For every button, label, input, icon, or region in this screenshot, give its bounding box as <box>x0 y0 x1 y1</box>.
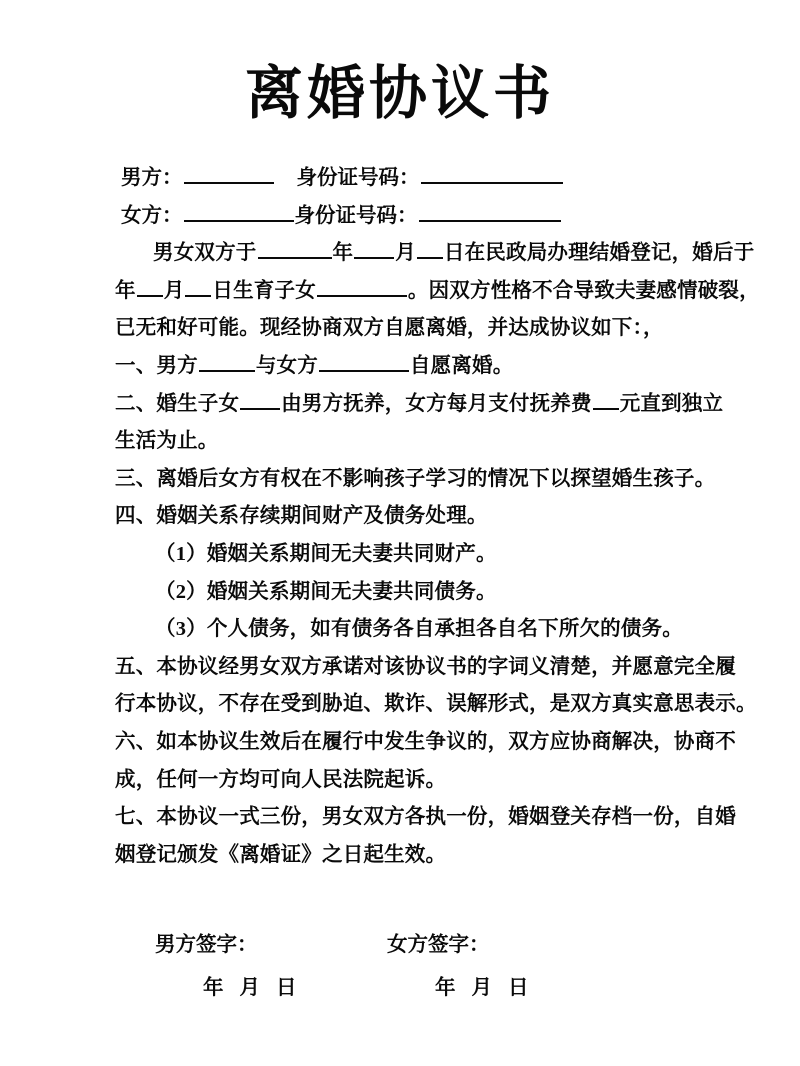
clause-1-male-blank[interactable] <box>199 349 255 372</box>
clause-3: 三、离婚后女方有权在不影响孩子学习的情况下以探望婚生孩子。 <box>115 467 716 490</box>
male-party-label: 男方： <box>121 167 183 189</box>
female-date-month: 月 <box>471 977 492 999</box>
preamble-month-label: 月 <box>395 242 416 265</box>
document-body <box>115 160 760 874</box>
clause-1-text-c: 自愿离婚。 <box>409 354 514 377</box>
birth-year-blank[interactable] <box>137 274 163 297</box>
birth-month-label: 月 <box>163 279 185 302</box>
female-date-line[interactable] <box>435 970 529 1000</box>
preamble-text-b: 日在民政局办理结婚登记，婚后于 <box>443 242 755 265</box>
party-male-row <box>115 160 687 198</box>
children-blank[interactable] <box>317 274 407 297</box>
clause-2-text-c: 元直到独立 <box>619 392 724 415</box>
female-id-blank[interactable] <box>419 199 561 222</box>
clause-4-item-3: （3）个人债务，如有债务各自承担各自名下所欠的债务。 <box>155 618 683 641</box>
signature-dates-row <box>115 970 687 1004</box>
page-title: 离婚协议书 <box>244 61 555 126</box>
clause-7-line-2: 姻登记颁发《离婚证》之日起生效。 <box>115 843 447 866</box>
female-date-day: 日 <box>508 977 529 999</box>
female-id-label: 身份证号码： <box>294 204 418 227</box>
birth-year-label: 年 <box>115 279 136 302</box>
signature-labels-row <box>115 928 687 962</box>
birth-month-blank[interactable] <box>185 274 211 297</box>
birth-day-text: 日生育子女 <box>212 279 316 302</box>
clause-7-line-1: 七、本协议一式三份，男女双方各执一份，婚姻登关存档一份，自婚 <box>115 806 736 829</box>
preamble-line-1 <box>115 235 755 273</box>
clause-2-children-blank[interactable] <box>240 387 280 410</box>
clause-2-line-1 <box>115 386 724 424</box>
male-date-month: 月 <box>239 977 260 999</box>
marriage-day-blank[interactable] <box>417 237 443 260</box>
female-name-blank[interactable] <box>184 199 294 222</box>
preamble-line-3: 已无和好可能。现经协商双方自愿离婚，并达成协议如下：， <box>115 317 664 340</box>
male-id-blank[interactable] <box>421 162 563 185</box>
preamble-text-c: 。因双方性格不合导致夫妻感情破裂， <box>407 279 760 302</box>
clause-2-line-2: 生活为止。 <box>115 430 219 453</box>
clause-2-amount-blank[interactable] <box>593 387 619 410</box>
clause-1-female-blank[interactable] <box>319 349 409 372</box>
preamble-line-2 <box>115 273 760 311</box>
male-id-label: 身份证号码： <box>296 167 420 189</box>
clause-5-line-2: 行本协议，不存在受到胁迫、欺诈、误解形式，是双方真实意思表示。 <box>115 693 757 716</box>
clause-1 <box>115 348 687 386</box>
party-female-row <box>115 198 687 236</box>
clause-6-line-2: 成，任何一方均可向人民法院起诉。 <box>115 768 447 791</box>
clause-6-line-1: 六、如本协议生效后在履行中发生争议的，双方应协商解决，协商不 <box>115 730 736 753</box>
female-signature-label[interactable]: 女方签字： <box>387 934 490 956</box>
male-name-blank[interactable] <box>184 162 274 185</box>
male-date-day: 日 <box>276 977 297 999</box>
female-date-year: 年 <box>435 977 456 999</box>
clause-1-text-a: 一、男方 <box>115 354 198 377</box>
clause-4-item-2: （2）婚姻关系期间无夫妻共同债务。 <box>155 580 497 603</box>
clause-4: 四、婚姻关系存续期间财产及债务处理。 <box>115 505 488 528</box>
male-date-year: 年 <box>203 977 224 999</box>
male-date-line[interactable] <box>203 970 297 1000</box>
signature-section <box>115 928 687 1004</box>
marriage-year-blank[interactable] <box>258 237 332 260</box>
male-signature-label[interactable]: 男方签字： <box>155 934 258 956</box>
marriage-month-blank[interactable] <box>354 237 394 260</box>
female-party-label: 女方： <box>121 204 183 227</box>
clause-4-item-1: （1）婚姻关系期间无夫妻共同财产。 <box>155 542 497 565</box>
clause-2-text-b: 由男方抚养，女方每月支付抚养费 <box>281 392 592 415</box>
preamble-text-a: 男女双方于 <box>153 242 257 265</box>
clause-1-text-b: 与女方 <box>255 354 318 377</box>
preamble-year-label: 年 <box>332 242 354 265</box>
clause-5-line-1: 五、本协议经男女双方承诺对该协议书的字词义清楚，并愿意完全履 <box>115 655 736 678</box>
clause-2-text-a: 二、婚生子女 <box>115 392 240 415</box>
